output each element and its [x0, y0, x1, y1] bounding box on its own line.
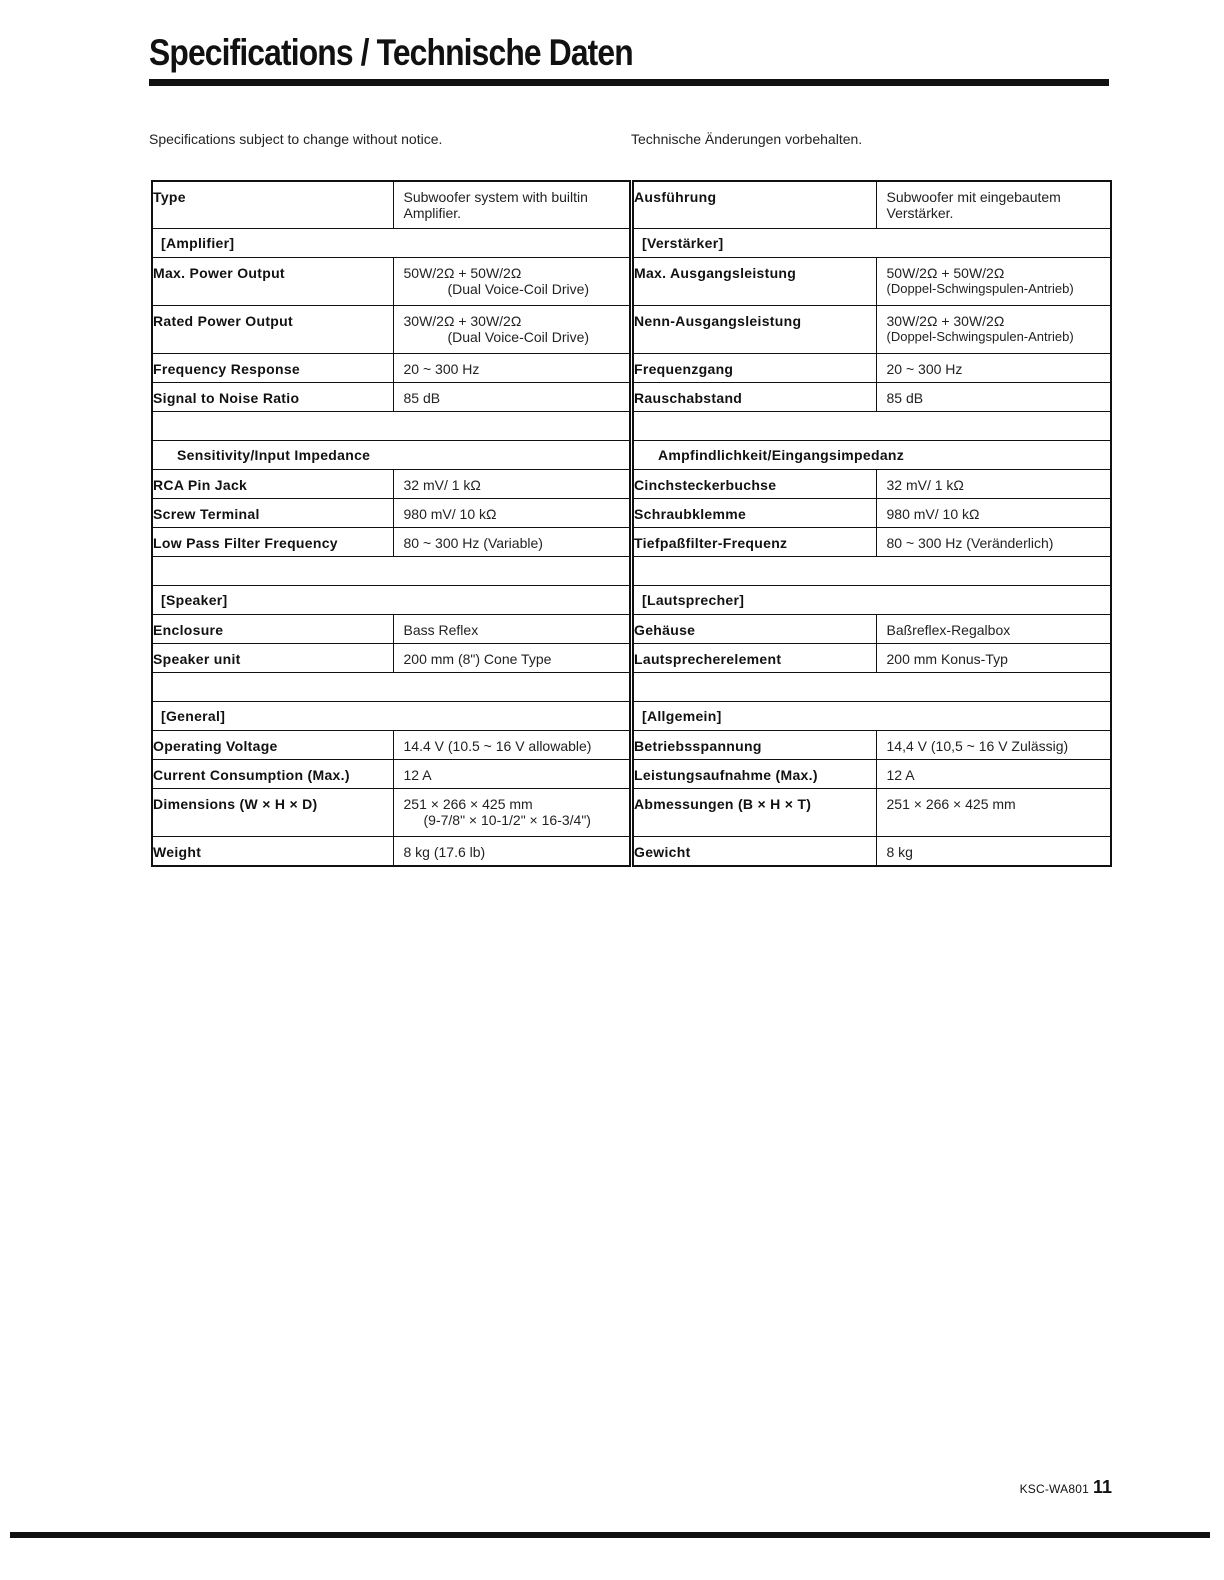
general-heading: [Allgemein]: [634, 701, 1110, 730]
max-power-value: 50W/2Ω + 50W/2Ω: [886, 264, 1005, 281]
current-label: Leistungsaufnahme (Max.): [634, 759, 876, 788]
type-value: Subwoofer system with builtin Amplifier.: [393, 182, 629, 228]
row-lpf: [634, 527, 1110, 556]
screw-value: 980 mV/ 10 kΩ: [393, 498, 629, 527]
spec-table-english: [151, 180, 631, 867]
row-screw: [153, 498, 629, 527]
lpf-label: Tiefpaßfilter-Frequenz: [634, 527, 876, 556]
row-spacer: [634, 556, 1110, 585]
row-spacer: [634, 672, 1110, 701]
freq-label: Frequency Response: [153, 353, 393, 382]
dimensions-label: Abmessungen (B × H × T): [634, 788, 876, 836]
row-voltage: [634, 730, 1110, 759]
row-spacer: [153, 672, 629, 701]
dimensions-label: Dimensions (W × H × D): [153, 788, 393, 836]
row-lpf: [153, 527, 629, 556]
title-rule: [149, 79, 1109, 86]
lpf-value: 80 ~ 300 Hz (Variable): [393, 527, 629, 556]
row-snr: [634, 382, 1110, 411]
row-speaker-heading: [634, 585, 1110, 614]
current-value: 12 A: [876, 759, 1110, 788]
row-rca: [153, 469, 629, 498]
row-type: [634, 182, 1110, 228]
screw-value: 980 mV/ 10 kΩ: [876, 498, 1110, 527]
speaker-unit-label: Speaker unit: [153, 643, 393, 672]
max-power-label: Max. Power Output: [153, 257, 393, 305]
max-power-note: (Doppel-Schwingspulen-Antrieb): [886, 280, 1074, 296]
rca-label: Cinchsteckerbuchse: [634, 469, 876, 498]
row-current: [153, 759, 629, 788]
rated-power-cell: [393, 305, 629, 353]
speaker-heading: [Speaker]: [153, 585, 629, 614]
speaker-unit-value: 200 mm Konus-Typ: [876, 643, 1110, 672]
row-amplifier-heading: [634, 228, 1110, 257]
row-general-heading: [634, 701, 1110, 730]
row-rca: [634, 469, 1110, 498]
row-sensitivity-heading: [153, 440, 629, 469]
rated-power-cell: [876, 305, 1110, 353]
row-screw: [634, 498, 1110, 527]
row-weight: [634, 836, 1110, 865]
row-spacer: [153, 411, 629, 440]
screw-label: Schraubklemme: [634, 498, 876, 527]
row-snr: [153, 382, 629, 411]
lpf-label: Low Pass Filter Frequency: [153, 527, 393, 556]
current-label: Current Consumption (Max.): [153, 759, 393, 788]
voltage-value: 14.4 V (10.5 ~ 16 V allowable): [393, 730, 629, 759]
row-type: [153, 182, 629, 228]
snr-value: 85 dB: [393, 382, 629, 411]
row-spacer: [634, 411, 1110, 440]
row-weight: [153, 836, 629, 865]
voltage-label: Operating Voltage: [153, 730, 393, 759]
dimensions-value: 251 × 266 × 425 mm: [403, 795, 533, 812]
weight-label: Weight: [153, 843, 202, 860]
row-sensitivity-heading: [634, 440, 1110, 469]
row-spacer: [153, 556, 629, 585]
page-title: Specifications / Technische Daten: [149, 32, 633, 73]
rated-power-note: (Doppel-Schwingspulen-Antrieb): [886, 328, 1074, 344]
snr-label: Rauschabstand: [634, 382, 876, 411]
row-max-power: [634, 257, 1110, 305]
note-english: Specifications subject to change without notice.: [149, 131, 443, 147]
voltage-value: 14,4 V (10,5 ~ 16 V Zulässig): [876, 730, 1110, 759]
weight-label: Gewicht: [634, 843, 691, 860]
weight-value: 8 kg: [876, 836, 1110, 865]
snr-value: 85 dB: [876, 382, 1110, 411]
rca-value: 32 mV/ 1 kΩ: [876, 469, 1110, 498]
bottom-rule: [10, 1532, 1210, 1538]
freq-value: 20 ~ 300 Hz: [393, 353, 629, 382]
freq-value: 20 ~ 300 Hz: [876, 353, 1110, 382]
row-rated-power: [634, 305, 1110, 353]
rated-power-label: Nenn-Ausgangsleistung: [634, 305, 876, 353]
row-frequency: [634, 353, 1110, 382]
snr-label: Signal to Noise Ratio: [153, 382, 393, 411]
footer-model: KSC-WA801: [1019, 1482, 1089, 1496]
current-value: 12 A: [393, 759, 629, 788]
enclosure-value: Bass Reflex: [393, 614, 629, 643]
weight-value: 8 kg (17.6 lb): [393, 836, 629, 865]
amplifier-heading: [Amplifier]: [153, 228, 629, 257]
row-amplifier-heading: [153, 228, 629, 257]
rca-label: RCA Pin Jack: [153, 469, 393, 498]
row-speaker-unit: [634, 643, 1110, 672]
amplifier-heading: [Verstärker]: [634, 228, 1110, 257]
type-label: Type: [153, 182, 393, 228]
row-frequency: [153, 353, 629, 382]
row-current: [634, 759, 1110, 788]
speaker-heading: [Lautsprecher]: [634, 585, 1110, 614]
max-power-cell: [876, 257, 1110, 305]
page-number: 11: [1092, 1477, 1112, 1497]
row-speaker-unit: [153, 643, 629, 672]
sensitivity-heading: Ampfindlichkeit/Eingangsimpedanz: [634, 440, 1110, 469]
speaker-unit-value: 200 mm (8") Cone Type: [393, 643, 629, 672]
lpf-value: 80 ~ 300 Hz (Veränderlich): [876, 527, 1110, 556]
dimensions-cell: [393, 788, 629, 836]
row-enclosure: [153, 614, 629, 643]
general-heading: [General]: [153, 701, 629, 730]
note-german: Technische Änderungen vorbehalten.: [631, 131, 863, 147]
screw-label: Screw Terminal: [153, 498, 393, 527]
row-voltage: [153, 730, 629, 759]
rated-power-value: 30W/2Ω + 30W/2Ω: [886, 312, 1005, 329]
dimensions-note: (9-7/8" × 10-1/2" × 16-3/4"): [423, 811, 591, 828]
row-max-power: [153, 257, 629, 305]
row-general-heading: [153, 701, 629, 730]
row-speaker-heading: [153, 585, 629, 614]
max-power-value: 50W/2Ω + 50W/2Ω: [403, 264, 522, 281]
enclosure-value: Baßreflex-Regalbox: [876, 614, 1110, 643]
max-power-note: (Dual Voice-Coil Drive): [447, 280, 590, 297]
freq-label: Frequenzgang: [634, 353, 876, 382]
row-dimensions: [153, 788, 629, 836]
row-dimensions: [634, 788, 1110, 836]
voltage-label: Betriebsspannung: [634, 730, 876, 759]
max-power-label: Max. Ausgangsleistung: [634, 257, 876, 305]
row-enclosure: [634, 614, 1110, 643]
enclosure-label: Gehäuse: [634, 614, 876, 643]
rated-power-label: Rated Power Output: [153, 305, 393, 353]
rated-power-note: (Dual Voice-Coil Drive): [447, 328, 590, 345]
sensitivity-heading: Sensitivity/Input Impedance: [153, 440, 629, 469]
enclosure-label: Enclosure: [153, 614, 393, 643]
page-footer: [1020, 1477, 1112, 1498]
type-label: Ausführung: [634, 182, 876, 228]
speaker-unit-label: Lautsprecherelement: [634, 643, 876, 672]
row-rated-power: [153, 305, 629, 353]
rca-value: 32 mV/ 1 kΩ: [393, 469, 629, 498]
type-value: Subwoofer mit eingebautem Verstärker.: [876, 182, 1110, 228]
rated-power-value: 30W/2Ω + 30W/2Ω: [403, 312, 522, 329]
dimensions-value: 251 × 266 × 425 mm: [876, 788, 1110, 836]
max-power-cell: [393, 257, 629, 305]
spec-table-german: [632, 180, 1112, 867]
